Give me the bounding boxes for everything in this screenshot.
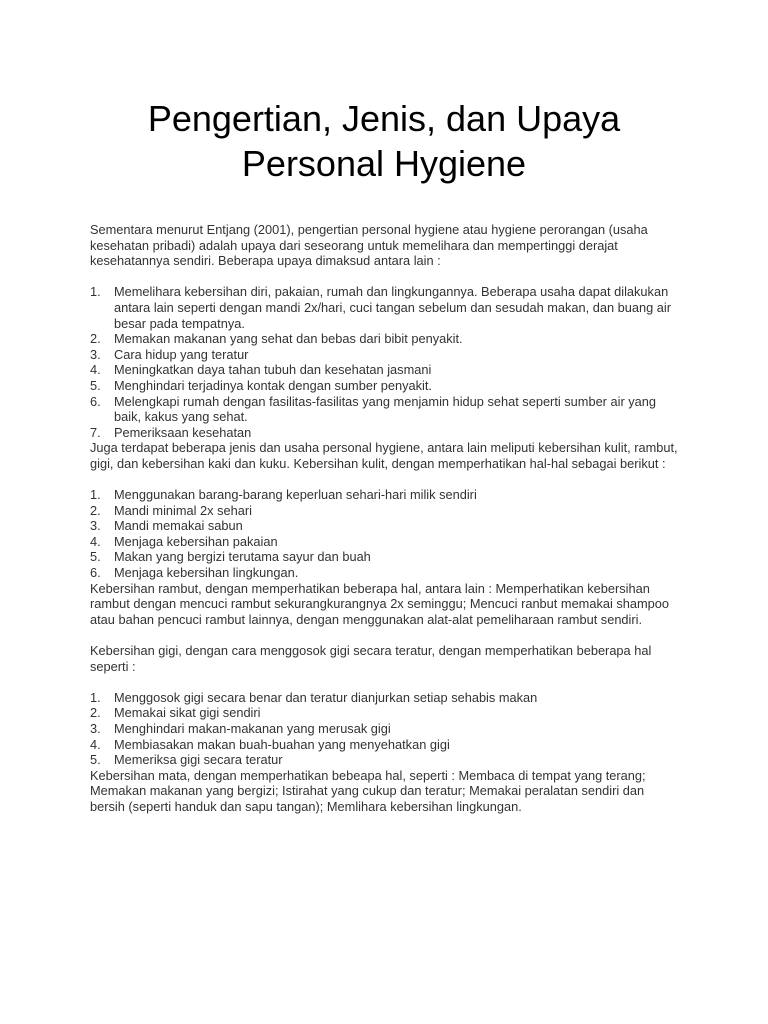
list-item-text: Cara hidup yang teratur [114, 346, 249, 362]
list-item-text: Menjaga kebersihan pakaian [114, 533, 278, 549]
teeth-hygiene-paragraph: Kebersihan gigi, dengan cara menggosok gigi secara teratur, dengan memperhatikan beberapa hal seperti : [90, 643, 652, 674]
list-item-number: 2. [90, 705, 101, 721]
intro-paragraph: Sementara menurut Entjang (2001), pengertian personal hygiene atau hygiene perorangan (usaha kesehatan pribadi) adalah upaya dari seseorang untuk memelihara dan mempertinggi derajat kesehatannya sendiri. Beberapa upaya dimaksud antara lain : [90, 222, 648, 269]
list-item [90, 487, 680, 503]
list-item [90, 394, 680, 425]
list-item-number: 5. [90, 377, 101, 393]
skin-hygiene-paragraph: Juga terdapat beberapa jenis dan usaha personal hygiene, antara lain meliputi kebersihan kulit, rambut, gigi, dan kebersihan kaki dan kuku. Kebersihan kulit, dengan memperhatikan hal-hal sebagai berikut : [90, 440, 678, 471]
list-item [90, 362, 680, 378]
list-item-text: Menggunakan barang-barang keperluan sehari-hari milik sendiri [114, 487, 477, 503]
teeth-hygiene-list [90, 690, 680, 768]
list-item-number: 2. [90, 331, 101, 347]
list-item [90, 565, 680, 581]
list-item [90, 721, 680, 737]
list-item-number: 3. [90, 721, 101, 736]
list-item [90, 503, 680, 519]
paragraph-gap [90, 674, 680, 690]
list-item-number: 4. [90, 533, 101, 549]
list-item [90, 331, 680, 347]
list-item [90, 705, 680, 721]
list-item-number: 3. [90, 518, 101, 534]
list-item-text: Meningkatkan daya tahan tubuh dan kesehatan jasmani [114, 362, 432, 378]
list-item-text: Mandi minimal 2x sehari [114, 502, 252, 518]
list-item-text: Menghindari makan-makanan yang merusak gigi [114, 721, 391, 736]
list-item [90, 378, 680, 394]
list-item-text: Menjaga kebersihan lingkungan. [114, 565, 299, 581]
list-item [90, 518, 680, 534]
document-body [90, 222, 680, 815]
paragraph-gap [90, 269, 680, 285]
list-item-text: Memakan makanan yang sehat dan bebas dari bibit penyakit. [114, 331, 463, 347]
list-item-number: 3. [90, 346, 101, 362]
list-item [90, 534, 680, 550]
skin-hygiene-list [90, 487, 680, 581]
list-item [90, 284, 680, 331]
list-item-number: 1. [90, 284, 101, 300]
list-item-text: Memeriksa gigi secara teratur [114, 752, 283, 768]
hygiene-effort-list [90, 284, 680, 440]
list-item-number: 4. [90, 736, 101, 752]
list-item [90, 737, 680, 753]
paragraph-gap [90, 472, 680, 488]
list-item-text: Memelihara kebersihan diri, pakaian, rumah dan lingkungannya. Beberapa usaha dapat dilakukan antara lain seperti dengan mandi 2x/hari, cuci tangan sebelum dan sesudah makan, dan buang air besar pada tempatnya. [114, 284, 672, 331]
list-item-number: 5. [90, 549, 101, 565]
list-item-number: 6. [90, 393, 101, 409]
list-item [90, 425, 680, 441]
page-title [60, 96, 708, 186]
eye-hygiene-paragraph: Kebersihan mata, dengan memperhatikan bebeapa hal, seperti : Membaca di tempat yang terang; Memakan makanan yang bergizi; Istirahat yang cukup dan teratur; Memakai peralatan sendiri dan bersih (seperti handuk dan sapu tangan); Memlihara kebersihan lingkungan. [90, 767, 646, 814]
list-item [90, 752, 680, 768]
list-item-text: Menghindari terjadinya kontak dengan sumber penyakit. [114, 377, 432, 393]
list-item-text: Makan yang bergizi terutama sayur dan buah [114, 549, 371, 565]
page-title-line-2: Personal Hygiene [241, 143, 527, 184]
list-item-text: Membiasakan makan buah-buahan yang menyehatkan gigi [114, 736, 450, 752]
list-item-number: 2. [90, 502, 101, 518]
list-item-text: Mandi memakai sabun [114, 518, 243, 534]
list-item-number: 4. [90, 362, 101, 378]
list-item [90, 549, 680, 565]
page-title-line-1: Pengertian, Jenis, dan Upaya [147, 98, 621, 139]
paragraph-gap [90, 627, 680, 643]
list-item [90, 690, 680, 706]
list-item-number: 5. [90, 752, 101, 768]
list-item-number: 1. [90, 487, 101, 503]
list-item-text: Menggosok gigi secara benar dan teratur dianjurkan setiap sehabis makan [114, 689, 538, 705]
list-item-text: Melengkapi rumah dengan fasilitas-fasilitas yang menjamin hidup sehat seperti sumber air yang baik, kakus yang sehat. [114, 393, 657, 425]
list-item-text: Memakai sikat gigi sendiri [114, 705, 261, 721]
hair-hygiene-paragraph: Kebersihan rambut, dengan memperhatikan beberapa hal, antara lain : Memperhatikan kebersihan rambut dengan mencuci rambut sekurangkurangnya 2x seminggu; Mencuci ranbut memakai shampoo atau bahan pencuci rambut lainnya, dengan menggunakan alat-alat pemeliharaan rambut sendiri. [90, 580, 670, 627]
list-item-number: 6. [90, 565, 101, 581]
list-item-text: Pemeriksaan kesehatan [114, 424, 252, 440]
list-item-number: 7. [90, 424, 101, 440]
list-item [90, 347, 680, 363]
list-item-number: 1. [90, 689, 101, 705]
